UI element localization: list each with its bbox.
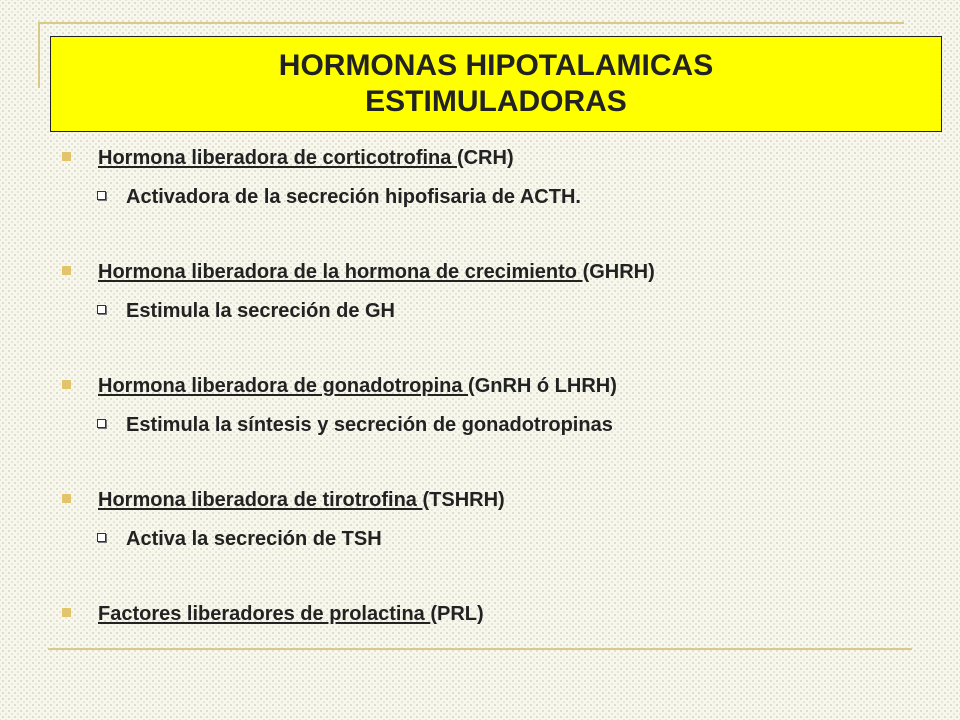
square-bullet-icon [62,608,71,617]
hormone-abbr: (TSHRH) [422,489,505,511]
slide-title: HORMONAS HIPOTALAMICAS ESTIMULADORAS [278,49,714,118]
hormone-abbr: (GnRH ó LHRH) [468,375,617,397]
hormone-name: Hormona liberadora de tirotrofina [98,489,423,511]
hormone-abbr: (GHRH) [582,261,655,283]
hollow-square-bullet-icon [97,191,106,200]
bullet-item-prl [62,603,484,626]
hormone-description: Estimula la secreción de GH [126,300,395,322]
bullet-item-gnrh [62,375,617,398]
bottom-decorative-rule [48,648,912,650]
sub-item-gnrh [97,414,613,437]
hormone-abbr: (PRL) [430,603,484,625]
bullet-item-crh [62,147,514,170]
hormone-name: Hormona liberadora de gonadotropina [98,375,469,397]
hormone-name: Factores liberadores de prolactina [98,603,431,625]
hollow-square-bullet-icon [97,305,106,314]
square-bullet-icon [62,266,71,275]
left-decorative-rule [38,22,40,88]
hormone-description: Activa la secreción de TSH [126,528,382,550]
sub-item-ghrh [97,300,395,323]
hormone-name: Hormona liberadora de la hormona de crecimiento [98,261,583,283]
hollow-square-bullet-icon [97,533,106,542]
sub-item-tshrh [97,528,382,551]
bullet-item-tshrh [62,489,505,512]
title-box [50,36,942,132]
square-bullet-icon [62,494,71,503]
square-bullet-icon [62,380,71,389]
hormone-description: Activadora de la secreción hipofisaria de ACTH. [126,186,581,208]
top-decorative-rule [38,22,904,24]
hormone-name: Hormona liberadora de corticotrofina [98,147,457,169]
sub-item-crh [97,186,581,209]
hormone-abbr: (CRH) [456,147,514,169]
hollow-square-bullet-icon [97,419,106,428]
hormone-description: Estimula la síntesis y secreción de gonadotropinas [126,414,613,436]
bullet-item-ghrh [62,261,655,284]
square-bullet-icon [62,152,71,161]
